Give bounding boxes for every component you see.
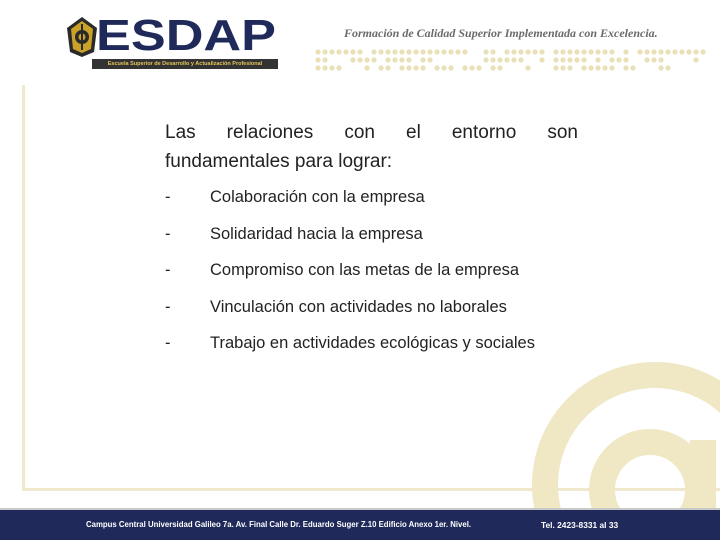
- tagline: Formación de Calidad Superior Implementada con Excelencia.: [344, 26, 658, 40]
- footer-bar: [0, 510, 720, 540]
- slide-content: [165, 118, 578, 369]
- logo-wordmark: [96, 12, 278, 56]
- list-item-text: Vinculación con actividades no laborales: [210, 297, 507, 316]
- braille-dots-icon: [315, 48, 707, 74]
- bullet-dash: -: [165, 297, 171, 316]
- list-item: [165, 296, 578, 333]
- list-item: [165, 332, 578, 369]
- footer-address: Campus Central Universidad Galileo 7a. Av. Final Calle Dr. Eduardo Suger Z.10 Edificio Anexo 1er. Nivel.: [86, 520, 472, 529]
- list-item-text: Solidaridad hacia la empresa: [210, 224, 423, 243]
- footer-divider: [0, 508, 720, 510]
- bullet-dash: -: [165, 334, 171, 352]
- at-sign-icon: [520, 360, 720, 510]
- bullet-dash: -: [165, 261, 171, 279]
- logo-text: ESDAP: [96, 12, 276, 56]
- list-item: [165, 186, 578, 223]
- emblem-icon: [66, 16, 98, 58]
- esdap-logo: [62, 14, 278, 72]
- slide-heading: Las relaciones con el entorno son fundamentales para lograr:: [165, 122, 578, 172]
- bullet-dash: -: [165, 188, 171, 206]
- bullet-list: [165, 186, 578, 369]
- list-item: [165, 223, 578, 260]
- list-item: [165, 259, 578, 296]
- list-item-text: Compromiso con las metas de la empresa: [210, 261, 520, 279]
- slide-header: [0, 0, 720, 85]
- list-item-text: Trabajo en actividades ecológicas y sociales: [210, 334, 535, 352]
- footer-phone: Tel. 2423-8331 al 33: [541, 520, 619, 530]
- bullet-dash: -: [165, 224, 171, 243]
- logo-subtitle: Escuela Superior de Desarrollo y Actualización Profesional: [92, 59, 278, 69]
- list-item-text: Colaboración con la empresa: [210, 188, 425, 206]
- frame-left-border: [22, 85, 25, 490]
